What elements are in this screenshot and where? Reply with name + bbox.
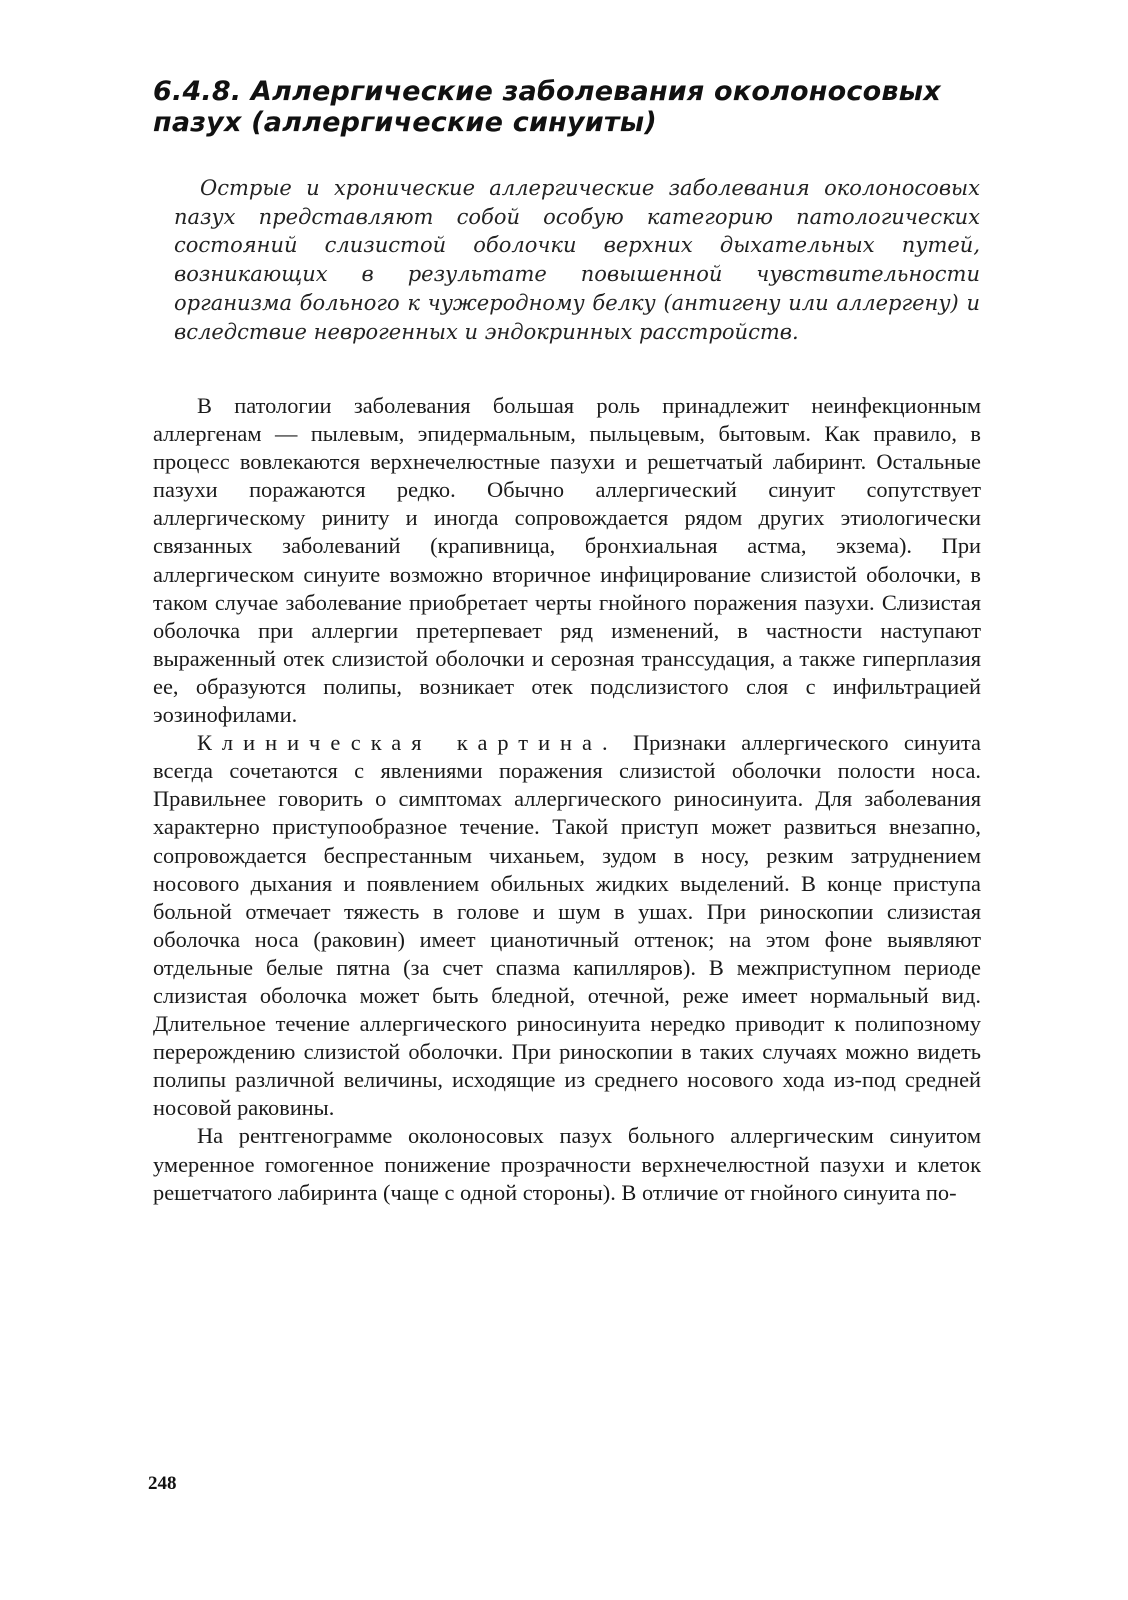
section-heading-line-1: 6.4.8. Аллергические заболевания околоносовых — [153, 76, 941, 107]
section-heading — [153, 76, 973, 138]
clinical-picture-text: Признаки аллергического синуита всегда сочетаются с явлениями поражения слизистой оболочки полости носа. Правильнее говорить о симптомах аллергического риносинуита. Для заболевания характерно приступообразное течение. Такой приступ может развиться внезапно, сопровождается беспрестанным чиханьем, зудом в носу, резким затруднением носового дыхания и появлением обильных жидких выделений. В конце приступа больной отмечает тяжесть в голове и шум в ушах. При риноскопии слизистая оболочка носа (раковин) имеет цианотичный оттенок; на этом фоне выявляют отдельные белые пятна (за счет спазма капилляров). В межприступном периоде слизистая оболочка может быть бледной, отечной, реже имеет нормальный вид. Длительное течение аллергического риносинуита нередко приводит к полипозному перерождению слизистой оболочки. При риноскопии в таких случаях можно видеть полипы различной величины, исходящие из среднего носового хода из-под средней носовой раковины. — [153, 730, 981, 1121]
body-text — [153, 392, 981, 1207]
paragraph-clinical-picture — [153, 729, 981, 1122]
paragraph-radiography: На рентгенограмме околоносовых пазух больного аллергическим синуитом умеренное гомогенное понижение прозрачности верхнечелюстной пазухи и клеток решетчатого лабиринта (чаще с одной стороны). В отличие от гнойного синуита по- — [153, 1123, 981, 1205]
clinical-picture-heading: Клиническая картина. — [197, 730, 618, 756]
section-abstract: Острые и хронические аллергические заболевания околоносовых пазух представляют собой особую категорию патологических состояний слизистой оболочки верхних дыхательных путей, возникающих в результате повышенной чувствительности организма больного к чужеродному белку (антигену или аллергену) и вследствие неврогенных и эндокринных расстройств. — [174, 176, 980, 344]
paragraph-pathology: В патологии заболевания большая роль принадлежит неинфекционным аллергенам — пылевым, эпидермальным, пыльцевым, бытовым. Как правило, в процесс вовлекаются верхнечелюстные пазухи и решетчатый лабиринт. Остальные пазухи поражаются редко. Обычно аллергический синуит сопутствует аллергическому риниту и иногда сопровождается рядом других этиологически связанных заболеваний (крапивница, бронхиальная астма, экзема). При аллергическом синуите возможно вторичное инфицирование слизистой оболочки, в таком случае заболевание приобретает черты гнойного поражения пазухи. Слизистая оболочка при аллергии претерпевает ряд изменений, в частности наступают выраженный отек слизистой оболочки и серозная транссудация, а также гиперплазия ее, образуются полипы, возникает отек подслизистого слоя с инфильтрацией эозинофилами. — [153, 393, 981, 728]
section-heading-line-2: пазух (аллергические синуиты) — [153, 107, 657, 138]
page-number: 248 — [148, 1473, 177, 1494]
